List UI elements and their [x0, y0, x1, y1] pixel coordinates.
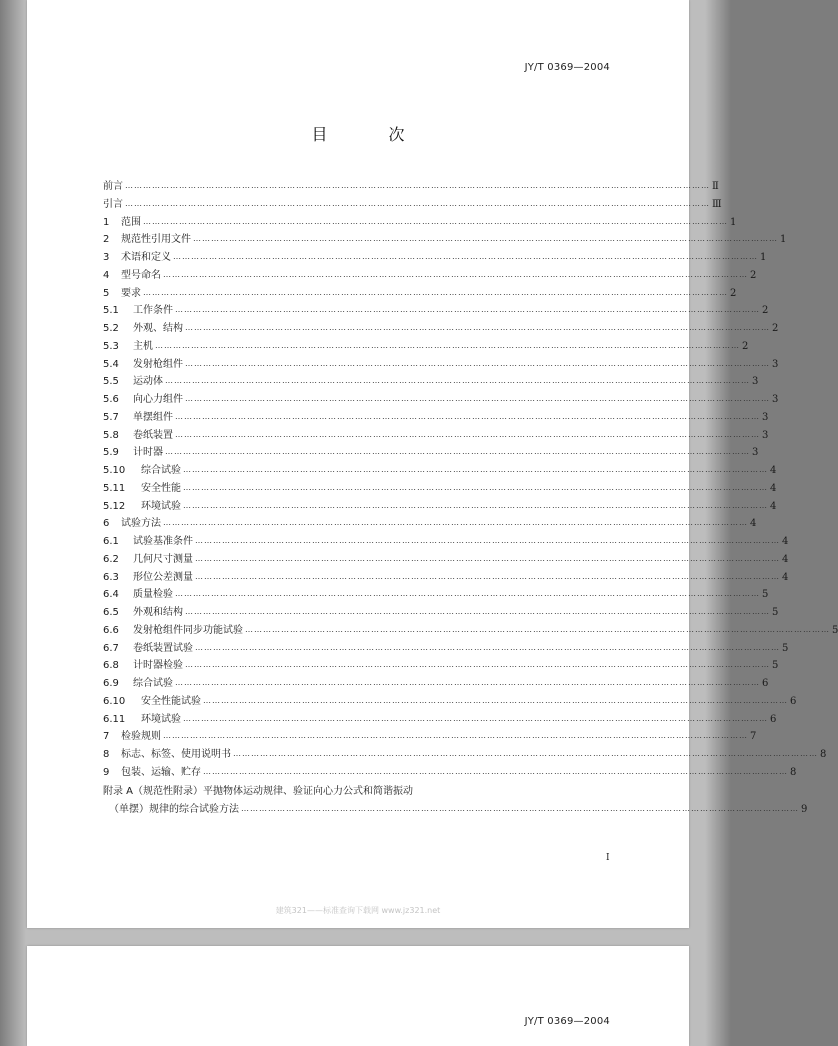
- toc-entry-label: 发射枪组件同步功能试验: [133, 624, 243, 636]
- leader-dots: ……………………………………………………………………………………………………………………………………………………………………………: [185, 394, 770, 403]
- toc-entry-number: 8: [103, 749, 110, 760]
- toc-entry-label: 形位公差测量: [133, 571, 193, 583]
- leader-dots: ……………………………………………………………………………………………………………………………………………………………………………: [143, 216, 728, 226]
- toc-entry-number: 5.6: [103, 394, 119, 405]
- leader-dots: ……………………………………………………………………………………………………………………………………………………………………………: [195, 536, 780, 545]
- toc-entry-page: 2: [772, 323, 779, 334]
- toc-entry-page: 4: [782, 553, 789, 565]
- toc-entry-label: 规范性引用文件: [121, 234, 191, 246]
- table-of-contents: [103, 177, 838, 817]
- toc-entry-label: 要求: [121, 287, 141, 299]
- toc-entry-page: 4: [770, 500, 777, 512]
- toc-entry-label: 卷纸装置试验: [133, 642, 193, 654]
- toc-entry-page: 4: [782, 536, 789, 547]
- toc-entry[interactable]: [103, 514, 757, 532]
- toc-entry-page: 8: [820, 749, 827, 760]
- toc-entry-label: 型号命名: [121, 269, 161, 281]
- leader-dots: ……………………………………………………………………………………………………………………………………………………………………………: [203, 695, 788, 705]
- toc-entry[interactable]: [103, 426, 769, 444]
- toc-entry-number: 4: [103, 269, 110, 281]
- toc-entry[interactable]: [103, 727, 757, 745]
- toc-entry-page: 4: [782, 571, 789, 583]
- toc-entry[interactable]: [103, 497, 777, 515]
- toc-entry[interactable]: [103, 195, 722, 213]
- toc-entry[interactable]: [103, 372, 759, 390]
- toc-entry-number: 5.3: [103, 340, 119, 352]
- toc-entry-page: 3: [762, 411, 769, 423]
- leader-dots: ……………………………………………………………………………………………………………………………………………………………………………: [175, 411, 760, 421]
- next-page-header: JY/T 0369—2004: [524, 1016, 610, 1027]
- leader-dots: ……………………………………………………………………………………………………………………………………………………………………………: [125, 181, 710, 190]
- toc-entry-page: 2: [742, 340, 749, 352]
- leader-dots: ……………………………………………………………………………………………………………………………………………………………………………: [195, 571, 780, 581]
- toc-entry-number: 9: [103, 766, 110, 778]
- toc-entry-number: 5.9: [103, 447, 119, 459]
- leader-dots: ……………………………………………………………………………………………………………………………………………………………………………: [195, 642, 780, 652]
- toc-entry-label: 计时器: [133, 447, 163, 459]
- toc-entry-label: 发射枪组件: [133, 358, 183, 370]
- toc-entry[interactable]: [103, 568, 789, 586]
- leader-dots: ……………………………………………………………………………………………………………………………………………………………………………: [245, 624, 830, 634]
- toc-entry-label: 术语和定义: [121, 252, 171, 263]
- toc-entry-number: 6.1: [103, 536, 119, 547]
- toc-entry-number: 2: [103, 234, 110, 246]
- leader-dots: ……………………………………………………………………………………………………………………………………………………………………………: [193, 234, 778, 244]
- toc-entry-annex-a-continued[interactable]: [103, 800, 808, 818]
- page-number: I: [606, 853, 610, 863]
- toc-entry[interactable]: [103, 284, 737, 302]
- toc-entry[interactable]: [103, 692, 797, 710]
- toc-entry-number: 6.5: [103, 607, 119, 618]
- toc-entry[interactable]: [103, 213, 737, 231]
- toc-entry-label: 外观、结构: [133, 323, 183, 334]
- toc-entry-label: 质量检验: [133, 589, 173, 601]
- toc-entry-number: 5.1: [103, 305, 119, 317]
- toc-entry-number: 5.4: [103, 358, 119, 370]
- toc-entry[interactable]: [103, 301, 769, 319]
- toc-entry-label: 几何尺寸测量: [133, 553, 193, 565]
- leader-dots: ……………………………………………………………………………………………………………………………………………………………………………: [185, 358, 770, 368]
- toc-entry-number: 5: [103, 287, 110, 299]
- leader-dots: ……………………………………………………………………………………………………………………………………………………………………………: [185, 607, 770, 616]
- toc-annex-title-line1: 附录 A（规范性附录）平抛物体运动规律、验证向心力公式和简谐振动: [103, 785, 414, 797]
- leader-dots: ……………………………………………………………………………………………………………………………………………………………………………: [203, 766, 788, 776]
- leader-dots: ……………………………………………………………………………………………………………………………………………………………………………: [175, 429, 760, 439]
- toc-entry-number: 5.7: [103, 411, 119, 423]
- leader-dots: ……………………………………………………………………………………………………………………………………………………………………………: [185, 660, 770, 670]
- toc-entry-label: 外观和结构: [133, 607, 183, 618]
- toc-entry-number: 5.12: [103, 500, 126, 512]
- leader-dots: ……………………………………………………………………………………………………………………………………………………………………………: [125, 198, 710, 208]
- next-document-page: [27, 946, 689, 1046]
- leader-dots: ……………………………………………………………………………………………………………………………………………………………………………: [155, 340, 740, 350]
- toc-entry-number: 7: [103, 731, 110, 743]
- leader-dots: ……………………………………………………………………………………………………………………………………………………………………………: [183, 482, 768, 492]
- toc-entry[interactable]: [103, 710, 777, 728]
- toc-entry[interactable]: [103, 337, 749, 355]
- toc-entry-page: 2: [762, 305, 769, 317]
- leader-dots: ……………………………………………………………………………………………………………………………………………………………………………: [175, 305, 760, 315]
- toc-entry-annex-a[interactable]: [103, 782, 616, 800]
- toc-entry-label: 工作条件: [133, 305, 173, 317]
- leader-dots: ……………………………………………………………………………………………………………………………………………………………………………: [165, 376, 750, 386]
- toc-entry-label: 前言: [103, 181, 123, 192]
- toc-entry-number: 6.7: [103, 642, 119, 654]
- toc-entry-label: 包装、运输、贮存: [121, 766, 201, 778]
- toc-entry-label: 安全性能试验: [141, 695, 201, 707]
- toc-entry[interactable]: [103, 248, 767, 266]
- toc-entry-label: 单摆组件: [133, 411, 173, 423]
- toc-entry-page: 6: [790, 695, 797, 707]
- document-page: [27, 0, 838, 928]
- toc-entry-number: 6.11: [103, 713, 126, 725]
- toc-entry[interactable]: [103, 745, 827, 763]
- toc-entry-number: 1: [103, 216, 110, 228]
- toc-entry-page: 3: [762, 429, 769, 441]
- toc-entry[interactable]: [103, 656, 779, 674]
- leader-dots: ……………………………………………………………………………………………………………………………………………………………………………: [173, 252, 758, 261]
- toc-entry-page: 4: [770, 482, 777, 494]
- leader-dots: ……………………………………………………………………………………………………………………………………………………………………………: [183, 500, 768, 510]
- toc-entry-number: 6.2: [103, 553, 119, 565]
- toc-entry-number: 5.2: [103, 323, 119, 334]
- leader-dots: ……………………………………………………………………………………………………………………………………………………………………………: [185, 323, 770, 332]
- toc-entry-number: 6.8: [103, 660, 119, 672]
- toc-entry-label: 运动体: [133, 376, 163, 388]
- toc-entry[interactable]: [103, 550, 789, 568]
- leader-dots: ……………………………………………………………………………………………………………………………………………………………………………: [195, 553, 780, 563]
- toc-entry-page: 5: [762, 589, 769, 601]
- toc-entry[interactable]: [103, 479, 777, 497]
- toc-entry[interactable]: [103, 230, 787, 248]
- toc-entry-number: 5.8: [103, 429, 119, 441]
- leader-dots: ……………………………………………………………………………………………………………………………………………………………………………: [163, 269, 748, 279]
- toc-entry-label: 引言: [103, 198, 123, 210]
- leader-dots: ……………………………………………………………………………………………………………………………………………………………………………: [233, 749, 818, 758]
- leader-dots: ……………………………………………………………………………………………………………………………………………………………………………: [163, 518, 748, 528]
- toc-entry-number: 6.9: [103, 678, 119, 689]
- toc-entry-page: 3: [772, 394, 779, 405]
- toc-entry-number: 5.11: [103, 482, 126, 494]
- toc-entry-page: 5: [772, 660, 779, 672]
- toc-entry-label: 综合试验: [133, 678, 173, 689]
- toc-entry[interactable]: [103, 639, 789, 657]
- toc-entry[interactable]: [103, 443, 759, 461]
- toc-entry-label: 主机: [133, 340, 153, 352]
- toc-entry-label: 安全性能: [141, 482, 181, 494]
- toc-entry-label: 计时器检验: [133, 660, 183, 672]
- toc-entry[interactable]: [103, 674, 769, 692]
- toc-entry-page: 1: [780, 234, 787, 246]
- leader-dots: ……………………………………………………………………………………………………………………………………………………………………………: [163, 731, 748, 741]
- toc-entry-number: 5.10: [103, 465, 126, 476]
- toc-entry[interactable]: [103, 177, 719, 195]
- toc-entry-number: 6.4: [103, 589, 119, 601]
- toc-entry-page: 5: [782, 642, 789, 654]
- toc-entry[interactable]: [103, 355, 779, 373]
- toc-entry-number: 3: [103, 252, 110, 263]
- toc-entry-number: 6.10: [103, 695, 126, 707]
- toc-entry[interactable]: [103, 585, 769, 603]
- toc-entry-page: 3: [772, 358, 779, 370]
- toc-entry-label: 范围: [121, 216, 141, 228]
- toc-entry[interactable]: [103, 319, 779, 337]
- toc-entry-number: 6.6: [103, 624, 119, 636]
- leader-dots: ……………………………………………………………………………………………………………………………………………………………………………: [175, 678, 760, 687]
- toc-entry-label: 环境试验: [141, 713, 181, 725]
- toc-entry-page: 3: [752, 447, 759, 459]
- leader-dots: ……………………………………………………………………………………………………………………………………………………………………………: [183, 465, 768, 474]
- toc-entry-label: 向心力组件: [133, 394, 183, 405]
- toc-entry-page: 2: [750, 269, 757, 281]
- toc-entry-page: 8: [790, 766, 797, 778]
- standard-code-header: JY/T 0369—2004: [524, 62, 610, 73]
- toc-entry[interactable]: [103, 408, 769, 426]
- toc-entry-label: 卷纸装置: [133, 429, 173, 441]
- toc-entry-page: 6: [770, 713, 777, 725]
- watermark-text: 建筑321——标准查询下载网 www.jz321.net: [275, 906, 441, 915]
- toc-entry-number: 6.3: [103, 571, 119, 583]
- leader-dots: ……………………………………………………………………………………………………………………………………………………………………………: [175, 589, 760, 599]
- leader-dots: ……………………………………………………………………………………………………………………………………………………………………: [241, 803, 799, 813]
- toc-entry-page: 4: [750, 518, 757, 530]
- page-title: 目 次: [311, 125, 433, 144]
- toc-annex-title-line2: （单摆）规律的综合试验方法: [109, 803, 239, 815]
- toc-entry-page: 2: [730, 287, 737, 299]
- leader-dots: ……………………………………………………………………………………………………………………………………………………………………………: [143, 287, 728, 297]
- leader-dots: ……………………………………………………………………………………………………………………………………………………………………………: [183, 713, 768, 723]
- toc-entry[interactable]: [103, 603, 779, 621]
- toc-entry[interactable]: [103, 621, 838, 639]
- toc-entry-page: 7: [750, 731, 757, 743]
- toc-entry[interactable]: [103, 390, 779, 408]
- toc-entry-number: 6: [103, 518, 110, 530]
- toc-entry-label: 试验方法: [121, 518, 161, 530]
- toc-entry-page: 6: [762, 678, 769, 689]
- toc-entry[interactable]: [103, 763, 797, 781]
- toc-entry-number: 5.5: [103, 376, 119, 388]
- toc-entry-page: 5: [772, 607, 779, 618]
- toc-entry-page: 1: [730, 216, 737, 228]
- toc-entry-label: 检验规则: [121, 731, 161, 743]
- toc-entry[interactable]: [103, 532, 789, 550]
- toc-annex-page: 9: [801, 803, 808, 815]
- toc-entry-page: 1: [760, 252, 767, 263]
- toc-entry[interactable]: [103, 266, 757, 284]
- toc-entry-page: Ⅱ: [712, 181, 719, 192]
- toc-entry-label: 环境试验: [141, 500, 181, 512]
- toc-entry-page: 3: [752, 376, 759, 388]
- toc-entry-label: 标志、标签、使用说明书: [121, 749, 231, 760]
- toc-entry-label: 试验基准条件: [133, 536, 193, 547]
- toc-entry-page: 5: [832, 624, 838, 636]
- leader-dots: ……………………………………………………………………………………………………………………………………………………………………………: [165, 447, 750, 457]
- toc-entry[interactable]: [103, 461, 777, 479]
- toc-entry-page: Ⅲ: [712, 198, 722, 210]
- toc-entry-page: 4: [770, 465, 777, 476]
- toc-entry-label: 综合试验: [141, 465, 181, 476]
